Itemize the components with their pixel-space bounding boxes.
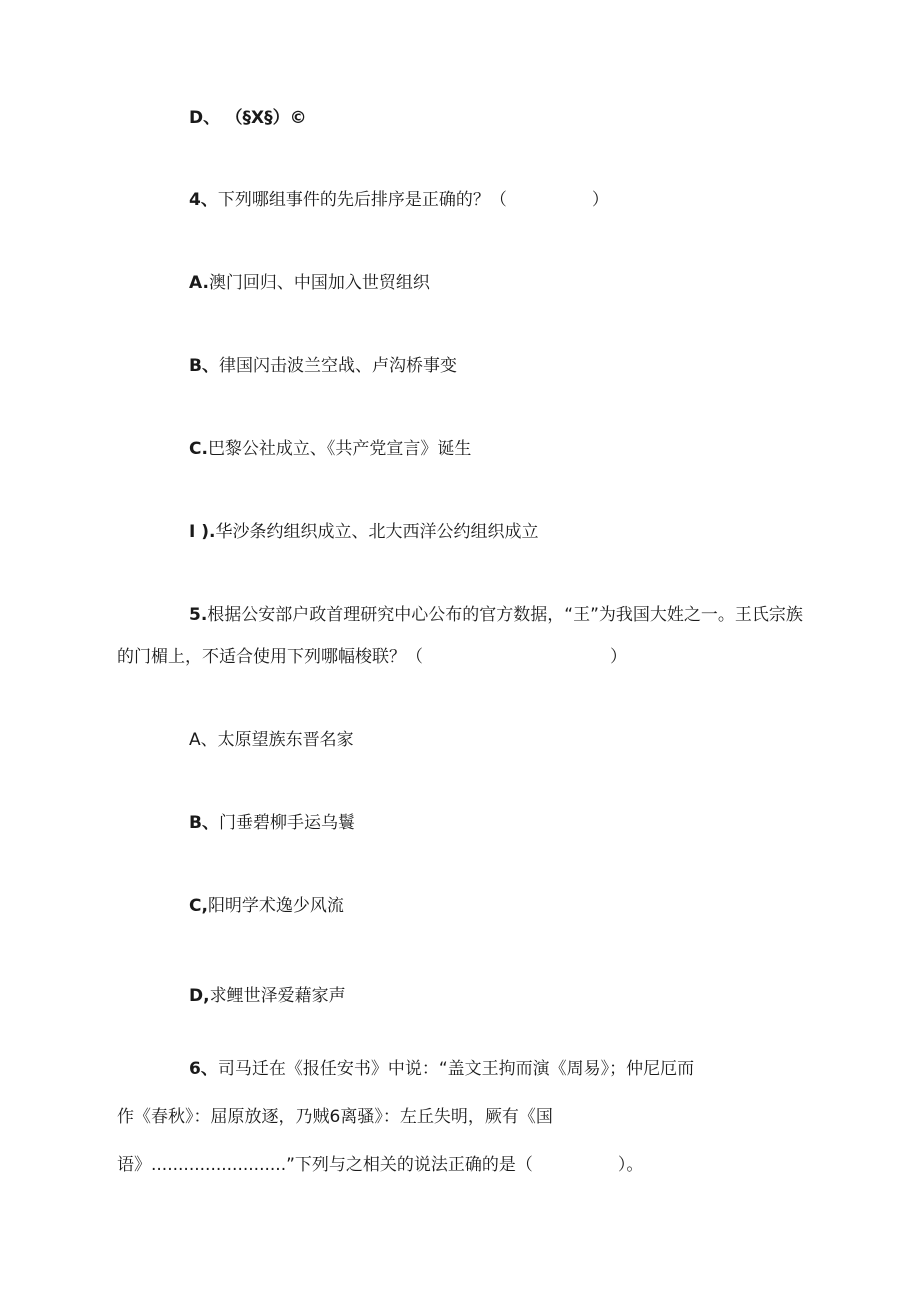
q6-stem-line-1 (189, 1058, 694, 1080)
option-text: 求鲤世泽爱藉家声 (209, 986, 346, 1006)
question-stem: 根据公安部户政首理研究中心公布的官方数据，“王”为我国大姓之一。王氏宗族 (207, 605, 803, 625)
q4-option-b (189, 355, 457, 377)
q4-option-c (189, 438, 471, 460)
q4-option-a (189, 272, 430, 294)
question-number: 6、 (189, 1059, 218, 1079)
q5-option-c (189, 895, 344, 917)
option-text: 阳明学术逸少风流 (207, 896, 344, 916)
question-number: 4、 (189, 190, 218, 210)
question-stem: 下列哪组事件的先后排序是正确的？（ ） (217, 190, 609, 210)
option-text: （§X§）© (225, 108, 307, 128)
option-text: 太原望族东晋名家 (217, 730, 354, 750)
option-marker: B、 (189, 813, 219, 833)
q5-option-d (189, 985, 346, 1007)
q5-stem-line-1 (189, 604, 803, 626)
q5-option-b (189, 812, 355, 834)
option-marker: I ). (189, 522, 216, 542)
option-marker: B、 (189, 356, 219, 376)
option-marker: D, (189, 986, 210, 1006)
q4-option-d (189, 521, 538, 543)
question-number: 5. (189, 605, 208, 625)
option-text: 门垂碧柳手运乌鬟 (218, 813, 355, 833)
q4-stem (189, 189, 609, 211)
question-stem: 司马迁在《报任安书》中说：“盖文王拘而演《周易》；仲尼厄而 (217, 1059, 695, 1079)
q3-option-d (189, 107, 307, 129)
option-text: 华沙条约组织成立、北大西洋公约组织成立 (215, 522, 539, 542)
option-text: 巴黎公社成立、《共产党宣言》诞生 (207, 439, 472, 459)
q5-stem-line-2: 的门楣上，不适合使用下列哪幅梭联？（ ） (117, 647, 627, 667)
option-marker: A. (189, 273, 209, 293)
option-marker: C. (189, 439, 208, 459)
option-marker: C, (189, 896, 208, 916)
option-text: 澳门回归、中国加入世贸组织 (208, 273, 430, 293)
q6-stem-line-2: 作《春秋》：屈原放逐，乃贼6离骚》：左丘失明，厥有《国 (117, 1107, 553, 1127)
q5-option-a (189, 729, 354, 751)
option-text: 律国闪击波兰空战、卢沟桥事变 (218, 356, 457, 376)
q6-stem-line-3: 语》.........................”下列与之相关的说法正确的是（ ）。 (117, 1155, 644, 1175)
option-marker: A、 (189, 730, 218, 750)
option-marker: D、 (189, 108, 221, 128)
